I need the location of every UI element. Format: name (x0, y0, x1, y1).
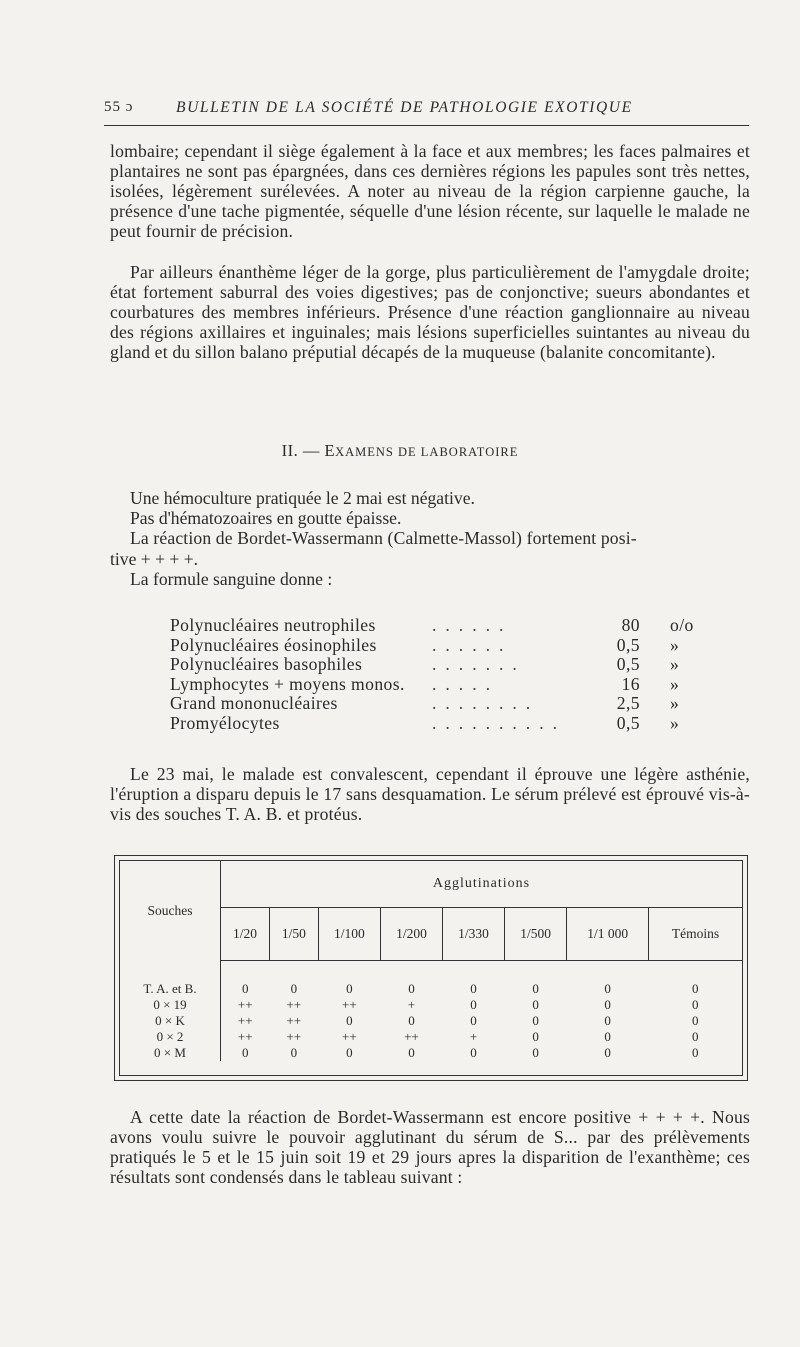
table-cell: 0 (241, 1045, 249, 1060)
dilution-header: 1/50 (269, 908, 318, 961)
table-cell: + (407, 997, 416, 1012)
table-cell: ++ (237, 997, 253, 1012)
table-cell: 0 (346, 1013, 353, 1028)
table-cell: 0 (692, 1045, 699, 1060)
dilution-header: 1/100 (318, 908, 380, 961)
blood-formula-list (170, 615, 700, 733)
table-cell: 0 (470, 1013, 477, 1028)
table-cell: ++ (237, 1029, 253, 1044)
paragraph-2: Par ailleurs énanthème léger de la gorge, plus particulièrement de l'amygdale droite; état fortement saburral des voies digestives; pas de conjonctive; sueurs abondantes et courbatures des membres inférieurs. Présence d'une réaction ganglionnaire au niveau des régions axillaires et inguinales; mais lésions superficielles suintantes au niveau du gland et du sillon balano préputial décapés de la muqueuse (balanite concomitante). (110, 262, 750, 362)
formula-unit: » (670, 634, 680, 655)
page-number: 55 ɔ (104, 99, 134, 115)
table-cell: 0 (408, 981, 415, 996)
page-header (104, 97, 749, 126)
formula-value: 0,5 (616, 634, 640, 655)
table-cell: 0 (604, 981, 611, 996)
formula-value: 80 (621, 615, 640, 635)
table-row (120, 1029, 742, 1045)
dilution-header: 1/500 (505, 908, 567, 961)
table-cell: 0 (532, 981, 539, 996)
formula-name: Polynucléaires basophiles (170, 654, 363, 675)
dilution-header: 1/1 000 (567, 908, 649, 961)
formula-row (170, 615, 700, 635)
table-cell: ++ (286, 1029, 302, 1044)
table-cell: 0 (408, 1045, 415, 1060)
souche-name: 0 × K (120, 1013, 221, 1029)
table-cell: 0 (604, 1045, 611, 1060)
formula-unit: » (670, 654, 680, 675)
table-cell: 0 (692, 981, 699, 996)
table-cell: 0 (532, 1029, 539, 1044)
table-cell: ++ (342, 997, 357, 1012)
table-cell: 0 (408, 1013, 415, 1028)
formula-unit: » (670, 673, 680, 694)
agglutination-table (114, 855, 748, 1081)
table-row (120, 961, 742, 998)
formula-unit: o/o (670, 615, 694, 635)
souche-name: T. A. et B. (120, 961, 221, 998)
agglutinations-header: Agglutinations (221, 861, 743, 908)
formula-name: Promyélocytes (170, 712, 280, 733)
table-cell: 0 (470, 997, 477, 1012)
formula-name: Grand mononucléaires (170, 693, 338, 714)
formula-value: 2,5 (616, 693, 640, 714)
table-cell: 0 (692, 1029, 699, 1044)
section-number: II. — (281, 441, 320, 460)
section-title-cap: E (324, 441, 336, 460)
table-cell: 0 (346, 981, 353, 996)
formula-unit: » (670, 712, 680, 733)
formula-name: Polynucléaires éosinophiles (170, 634, 377, 655)
formula-leader: ........ (432, 693, 540, 714)
table-cell: ++ (342, 1029, 357, 1044)
souche-name: 0 × 2 (120, 1029, 221, 1045)
dilution-header: 1/20 (221, 908, 270, 961)
paragraph-1: lombaire; cependant il siège également à la face et aux membres; les faces palmaires et plantaires ne sont pas épargnées, dans ces dernières régions les papules sont très nettes, isolées, légèrement surélevées. A noter au niveau de la région carpienne gauche, la présence d'une tache pigmentée, séquelle d'une lésion récente, sur laquelle le malade ne peut fournir de précision. (110, 141, 750, 241)
agglutination-table-frame (119, 860, 743, 1076)
section-title-rest: XAMENS DE LABORATOIRE (335, 445, 519, 459)
table-cell: 0 (470, 981, 477, 996)
table-cell: 0 (692, 997, 699, 1012)
formula-row (170, 713, 700, 733)
formula-value: 0,5 (616, 712, 640, 733)
souches-header: Souches (120, 861, 221, 961)
table-cell: 0 (290, 1045, 298, 1060)
table-cell: 0 (532, 1045, 539, 1060)
table-row (120, 1013, 742, 1029)
table-row (120, 1045, 742, 1061)
table-cell: + (469, 1029, 478, 1044)
table-cell: ++ (237, 1013, 253, 1028)
souche-name: 0 × 19 (120, 997, 221, 1013)
table-cell: 0 (346, 1045, 353, 1060)
section-heading (0, 441, 800, 461)
agglutination-grid (120, 861, 742, 1061)
table-cell: 0 (604, 1013, 611, 1028)
lab-line-hemoculture: Une hémoculture pratiquée le 2 mai est négative. (130, 488, 475, 508)
paragraph-3: Le 23 mai, le malade est convalescent, cependant il éprouve une légère asthénie, l'éruption a disparu depuis le 17 sans desquamation. Le sérum prélevé est éprouvé vis-à-vis des souches T. A. B. et protéus. (110, 764, 750, 824)
formula-leader: ....... (432, 654, 526, 675)
lab-line-formule: La formule sanguine donne : (130, 569, 333, 589)
dilution-header: 1/330 (443, 908, 505, 961)
temoins-header: Témoins (649, 908, 742, 961)
table-cell: 0 (241, 981, 249, 996)
lab-line-bordet: La réaction de Bordet-Wassermann (Calmette-Massol) fortement posi- (130, 528, 637, 548)
table-cell: 0 (604, 997, 611, 1012)
table-cell: 0 (604, 1029, 611, 1044)
lab-line-positive: tive + + + +. (110, 549, 199, 569)
table-cell: 0 (290, 981, 298, 996)
formula-row (170, 674, 700, 694)
table-cell: 0 (692, 1013, 699, 1028)
formula-leader: ..... (432, 673, 499, 694)
paragraph-4: A cette date la réaction de Bordet-Wassermann est encore positive + + + +. Nous avons voulu suivre le pouvoir agglutinant du sérum de S... par des prélèvements pratiqués le 5 et le 15 juin soit 19 et 29 jours apres la disparition de l'exanthème; ces résultats sont condensés dans le tableau suivant : (110, 1107, 750, 1187)
formula-row (170, 693, 700, 713)
table-cell: ++ (286, 997, 302, 1012)
formula-unit: » (670, 693, 680, 714)
table-cell: ++ (286, 1013, 302, 1028)
formula-leader: ...... (432, 615, 513, 635)
formula-row (170, 654, 700, 674)
formula-row (170, 635, 700, 655)
formula-value: 16 (621, 673, 640, 694)
formula-name: Polynucléaires neutrophiles (170, 615, 376, 635)
table-cell: 0 (532, 997, 539, 1012)
dilution-header: 1/200 (380, 908, 442, 961)
running-title: BULLETIN DE LA SOCIÉTÉ DE PATHOLOGIE EXOTIQUE (176, 99, 633, 116)
table-cell: 0 (532, 1013, 539, 1028)
formula-value: 0,5 (616, 654, 640, 675)
table-cell: 0 (470, 1045, 477, 1060)
souche-name: 0 × M (120, 1045, 221, 1061)
table-cell: ++ (404, 1029, 419, 1044)
formula-leader: ...... (432, 634, 513, 655)
lab-line-hematozoaires: Pas d'hématozoaires en goutte épaisse. (130, 508, 402, 528)
formula-leader: .......... (432, 712, 566, 733)
formula-name: Lymphocytes + moyens monos. (170, 673, 405, 694)
table-row (120, 997, 742, 1013)
